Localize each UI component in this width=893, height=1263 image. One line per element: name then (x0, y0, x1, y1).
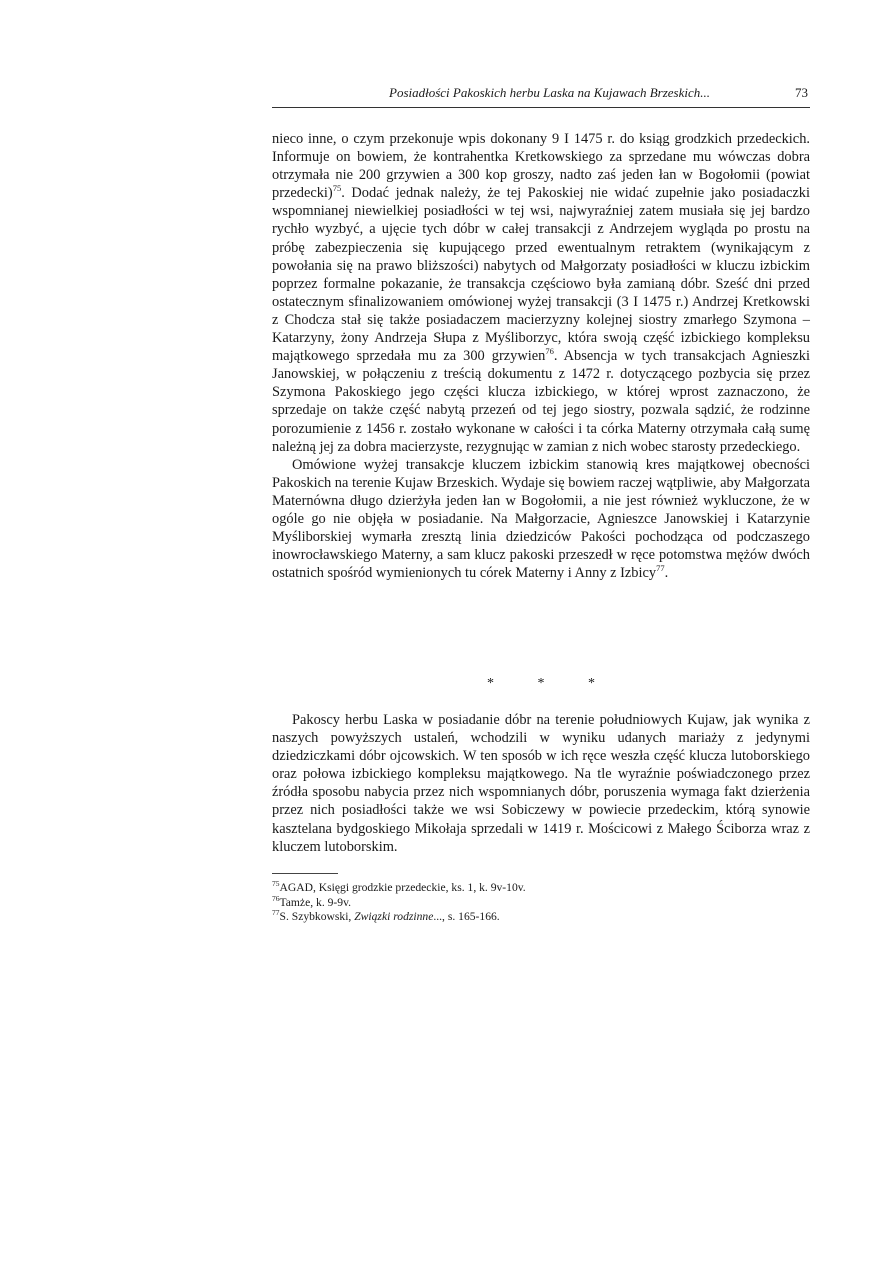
body-text (272, 130, 810, 582)
footnote-number: 77 (272, 908, 280, 917)
footnotes (272, 881, 810, 925)
body-text-continued (272, 711, 810, 856)
footnote-marker: 76 (545, 346, 554, 357)
footnote-title: Związki rodzinne (354, 910, 434, 923)
paragraph-text: . Dodać jednak należy, że tej Pakoskiej nie widać zupełnie jako posiadaczki wspomnianej niewielkiej posiadłości w tej wsi, najwyraźniej zatem musiała się jej bardzo rychło wyzbyć, a ujęcie tych dóbr w całej transakcji z Andrzejem wygląda po prostu na próbę zabezpieczenia się kupującego przed ewentualnym retraktem (wynikającym z powołania się na prawo bliższości) nabytych od Małgorzaty posiadłości w kluczu izbickim poprzez formalne pokazanie, że transakcja częściowo była zamianą dóbr. Sześć dni przed ostatecznym sfinalizowaniem omówionej wyżej transakcji (3 I 1475 r.) Andrzej Kretkowski z Chodcza stał się także posiadaczem macierzyzny kolejnej siostry zmarłego Szymona – Katarzyny, żony Andrzeja Słupa z Myśliborzyc, która swoją część izbickiego kompleksu majątkowego sprzedała mu za 300 grzywien (272, 185, 810, 365)
paragraph (272, 711, 810, 856)
paragraph (272, 456, 810, 583)
footnote-text: S. Szybkowski, (279, 910, 355, 923)
running-head-title: Posiadłości Pakoskich herbu Laska na Kujawach Brzeskich... (389, 85, 710, 100)
footnote-marker: 77 (656, 563, 665, 574)
footnote (272, 910, 810, 925)
paragraph-text: Omówione wyżej transakcje kluczem izbickim stanowią kres majątkowej obecności Pakoskich na terenie Kujaw Brzeskich. Wydaje się bowiem raczej wątpliwie, aby Małgorzata Maternówna długo dzierżyła jeden łan w Bogołomii, a nie jest również wykluczone, że w ogóle go nie objęła w posiadanie. Na Małgorzacie, Agnieszce Janowskiej i Katarzynie Myśliborskiej wymarła zresztą linia dziedziców Pakości pochodząca od podczaszego inowrocławskiego Materny, a sam klucz pakoski przeszedł w ręce potomstwa mężów dwóch ostatnich spośród wymienionych tu córek Materny i Anny z Izbicy (272, 456, 810, 582)
footnote-text: AGAD, Księgi grodzkie przedeckie, ks. 1, k. 9v-10v. (279, 881, 526, 894)
paragraph-text: Pakoscy herbu Laska w posiadanie dóbr na terenie południowych Kujaw, jak wynika z naszych powyższych ustaleń, wchodzili w wyniku udanych mariaży z jedynymi dziedziczkami dóbr ojcowskich. W ten sposób w ich ręce weszła część klucza lutoborskiego oraz połowa izbickiego kompleksu majątkowego. Na tle wyraźnie poświadczonego przez źródła sposobu nabycia przez nich wspomnianych dóbr, poruszenia wymaga fakt dzierżenia przez nich posiadłości także we wsi Sobiczewy w powiecie przedeckim, którą synowie kasztelana bydgoskiego Mikołaja sprzedali w 1419 r. Mościcowi z Małego Ściborza wraz z kluczem lutoborskim. (272, 712, 810, 855)
footnote-number: 76 (272, 893, 280, 903)
header-rule (272, 107, 810, 108)
footnote (272, 893, 810, 911)
page-number: 73 (795, 85, 808, 100)
footnote (272, 881, 810, 896)
paragraph-text: . Absencja w tych transakcjach Agnieszki Janowskiej, w połączeniu z treścią dokumentu z 1472 r. dotyczącego pozbycia się przez Szymona Pakoskiego jego części klucza izbickiego, w której wprost zaznaczono, że sprzedaje on także część nabytą przezeń od tej jego siostry, pozwala sądzić, że rodzinne porozumienie z 1456 r. zostało wykonane w całości i ta córka Materny otrzymała całą sumę należną jej za dobra macierzyste, rezygnując w zamian z nich wobec starosty przedeckiego. (272, 348, 810, 455)
footnote-marker: 75 (332, 183, 342, 194)
paragraph-text: nieco inne, o czym przekonuje wpis dokonany 9 I 1475 r. do ksiąg grodzkich przedeckich. Informuje on bowiem, że kontrahentka Kretkowskiego za sprzedane mu wówczas dobra otrzymała nie 200 grzywien a 300 kop groszy, nadto zaś jeden łan w Bogołomii (powiat przedecki) (272, 131, 810, 202)
footnote-rule (272, 873, 338, 874)
footnote-text: ..., s. 165-166. (433, 910, 500, 923)
section-separator: * * * (487, 676, 615, 691)
footnote-number: 75 (272, 879, 280, 888)
paragraph-text: . (664, 565, 669, 582)
paragraph (272, 130, 810, 456)
footnote-text: Tamże, k. 9-9v. (279, 895, 352, 909)
